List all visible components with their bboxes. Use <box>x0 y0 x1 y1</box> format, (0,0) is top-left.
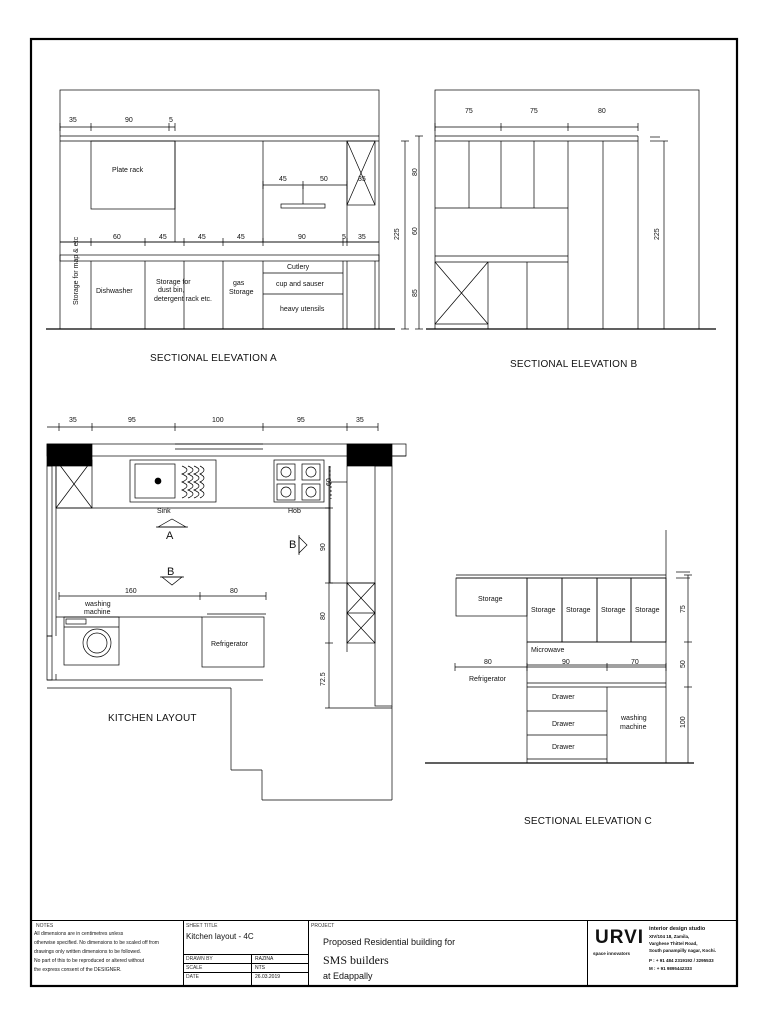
notes-line-1: All dimensions are in centimetres unless <box>34 931 124 937</box>
label-drawer-2: Drawer <box>552 721 575 728</box>
dim-l-35b: 35 <box>356 417 364 424</box>
dim-l-72: 72.5 <box>320 672 327 686</box>
studio-address-2: Varghese Thittel Road, <box>649 941 698 946</box>
label-cup: cup and sauser <box>276 281 324 288</box>
notes-label: NOTES <box>36 923 54 929</box>
dim-l-80s: 80 <box>320 612 327 620</box>
elevation-b <box>426 90 716 329</box>
label-drawer-1: Drawer <box>552 694 575 701</box>
dim-a-h60: 60 <box>412 227 419 235</box>
dim-l-95a: 95 <box>128 417 136 424</box>
label-heavy: heavy utensils <box>280 306 325 313</box>
studio-mobile: M : + 91 9895442333 <box>649 966 692 971</box>
label-c-fridge: Refrigerator <box>469 676 506 683</box>
label-storage-3: detergent rack etc. <box>154 296 212 303</box>
sheet-title-label: SHEET TITLE <box>186 923 218 929</box>
title-elevation-c: SECTIONAL ELEVATION C <box>524 816 652 827</box>
project-section <box>308 921 587 987</box>
title-elevation-b: SECTIONAL ELEVATION B <box>510 359 638 370</box>
project-label: PROJECT <box>311 923 335 929</box>
dim-c-h50: 50 <box>680 660 687 668</box>
dim-a-35b: 35 <box>358 176 366 183</box>
studio-tagline: space innovators <box>593 951 631 956</box>
label-gas-1: gas <box>233 280 245 287</box>
label-c-storage-2: Storage <box>531 607 556 614</box>
dim-b-75a: 75 <box>465 108 473 115</box>
label-c-storage-3: Storage <box>566 607 591 614</box>
notes-section <box>31 921 183 987</box>
studio-address-3: South panampilly nagar, Kochi. <box>649 948 717 953</box>
label-dishwasher: Dishwasher <box>96 288 133 295</box>
label-c-washing-1: washing <box>621 715 647 722</box>
dim-a-50: 50 <box>320 176 328 183</box>
drawn-by-label: DRAWN BY <box>186 956 213 962</box>
label-fridge: Refrigerator <box>211 641 248 648</box>
hood <box>281 204 325 208</box>
dim-c-h100: 100 <box>680 716 687 728</box>
title-kitchen-layout: KITCHEN LAYOUT <box>108 713 197 724</box>
dim-a-h85: 85 <box>412 289 419 297</box>
dim-c-h75: 75 <box>680 605 687 613</box>
notes-line-5: the express consent of the DESIGNER. <box>34 967 122 973</box>
project-line-3: at Edappally <box>323 971 373 981</box>
dim-a-mid-35: 35 <box>358 234 366 241</box>
label-c-storage-1: Storage <box>478 596 503 603</box>
dim-a-90: 90 <box>125 117 133 124</box>
dim-l-90: 90 <box>320 543 327 551</box>
dim-l-100: 100 <box>212 417 224 424</box>
notes-line-3: drawings only written dimensions to be followed. <box>34 949 141 955</box>
sheet-border <box>31 39 737 986</box>
dim-a-mid-60: 60 <box>113 234 121 241</box>
label-c-storage-5: Storage <box>635 607 660 614</box>
label-hob: Hob <box>288 508 301 515</box>
label-storage-map: Storage for map & etc <box>73 236 80 305</box>
project-line-1: Proposed Residential building for <box>323 937 456 947</box>
dim-a-45: 45 <box>279 176 287 183</box>
plate-rack-cabinet <box>91 141 175 209</box>
dim-a-mid-45b: 45 <box>198 234 206 241</box>
dim-b-h225: 225 <box>654 228 661 240</box>
label-microwave: Microwave <box>531 647 565 654</box>
scale-label: SCALE <box>186 965 203 971</box>
dim-a-35: 35 <box>69 117 77 124</box>
dim-l-60: 60 <box>326 478 333 486</box>
label-sink: Sink <box>157 508 171 515</box>
title-elevation-a: SECTIONAL ELEVATION A <box>150 353 277 364</box>
drawn-by: RAZINA <box>255 956 274 962</box>
sheet-section <box>183 921 308 987</box>
studio-logo: URVI <box>595 927 645 948</box>
label-washing-1: washing <box>85 601 111 608</box>
label-gas-2: Storage <box>229 289 254 296</box>
label-cutlery: Cutlery <box>287 264 310 271</box>
marker-a: A <box>166 530 174 542</box>
dim-a-mid-5: 5 <box>342 234 346 241</box>
notes-line-4: No part of this to be reproduced or altered without <box>34 958 145 964</box>
label-drawer-3: Drawer <box>552 744 575 751</box>
label-washing-2: machine <box>84 609 111 616</box>
dim-a-mid-90: 90 <box>298 234 306 241</box>
dim-a-5: 5 <box>169 117 173 124</box>
label-plate-rack: Plate rack <box>112 167 144 174</box>
date: 26.03.2019 <box>255 974 281 980</box>
label-storage-2: dust bin, <box>158 287 185 294</box>
dim-l-80: 80 <box>230 588 238 595</box>
dim-b-80: 80 <box>598 108 606 115</box>
dim-b-75b: 75 <box>530 108 538 115</box>
label-storage-1: Storage for <box>156 279 191 286</box>
label-c-storage-4: Storage <box>601 607 626 614</box>
studio-section <box>587 921 737 987</box>
studio-address-1: XIV/104 18, Zamila, <box>649 934 690 939</box>
label-c-washing-2: machine <box>620 724 647 731</box>
marker-b-side: B <box>289 539 297 551</box>
dim-c-90: 90 <box>562 659 570 666</box>
project-line-2: SMS builders <box>323 953 389 967</box>
scale: NTS <box>255 965 265 971</box>
dim-a-h80: 80 <box>412 168 419 176</box>
dim-c-80: 80 <box>484 659 492 666</box>
dim-a-mid-45a: 45 <box>159 234 167 241</box>
dim-c-70: 70 <box>631 659 639 666</box>
dim-l-160: 160 <box>125 588 137 595</box>
sheet-title: Kitchen layout - 4C <box>186 932 254 941</box>
dim-a-h225: 225 <box>394 228 401 240</box>
marker-b: B <box>167 566 175 578</box>
studio-name: interior design studio <box>649 926 706 932</box>
title-block <box>31 920 737 987</box>
studio-phone: P : + 91 484 2319192 / 3295533 <box>649 958 714 963</box>
dim-l-95b: 95 <box>297 417 305 424</box>
date-label: DATE <box>186 974 199 980</box>
dim-l-35a: 35 <box>69 417 77 424</box>
dim-a-mid-45c: 45 <box>237 234 245 241</box>
notes-line-2: otherwise specified. No dimensions to be scaled off from <box>34 940 159 946</box>
